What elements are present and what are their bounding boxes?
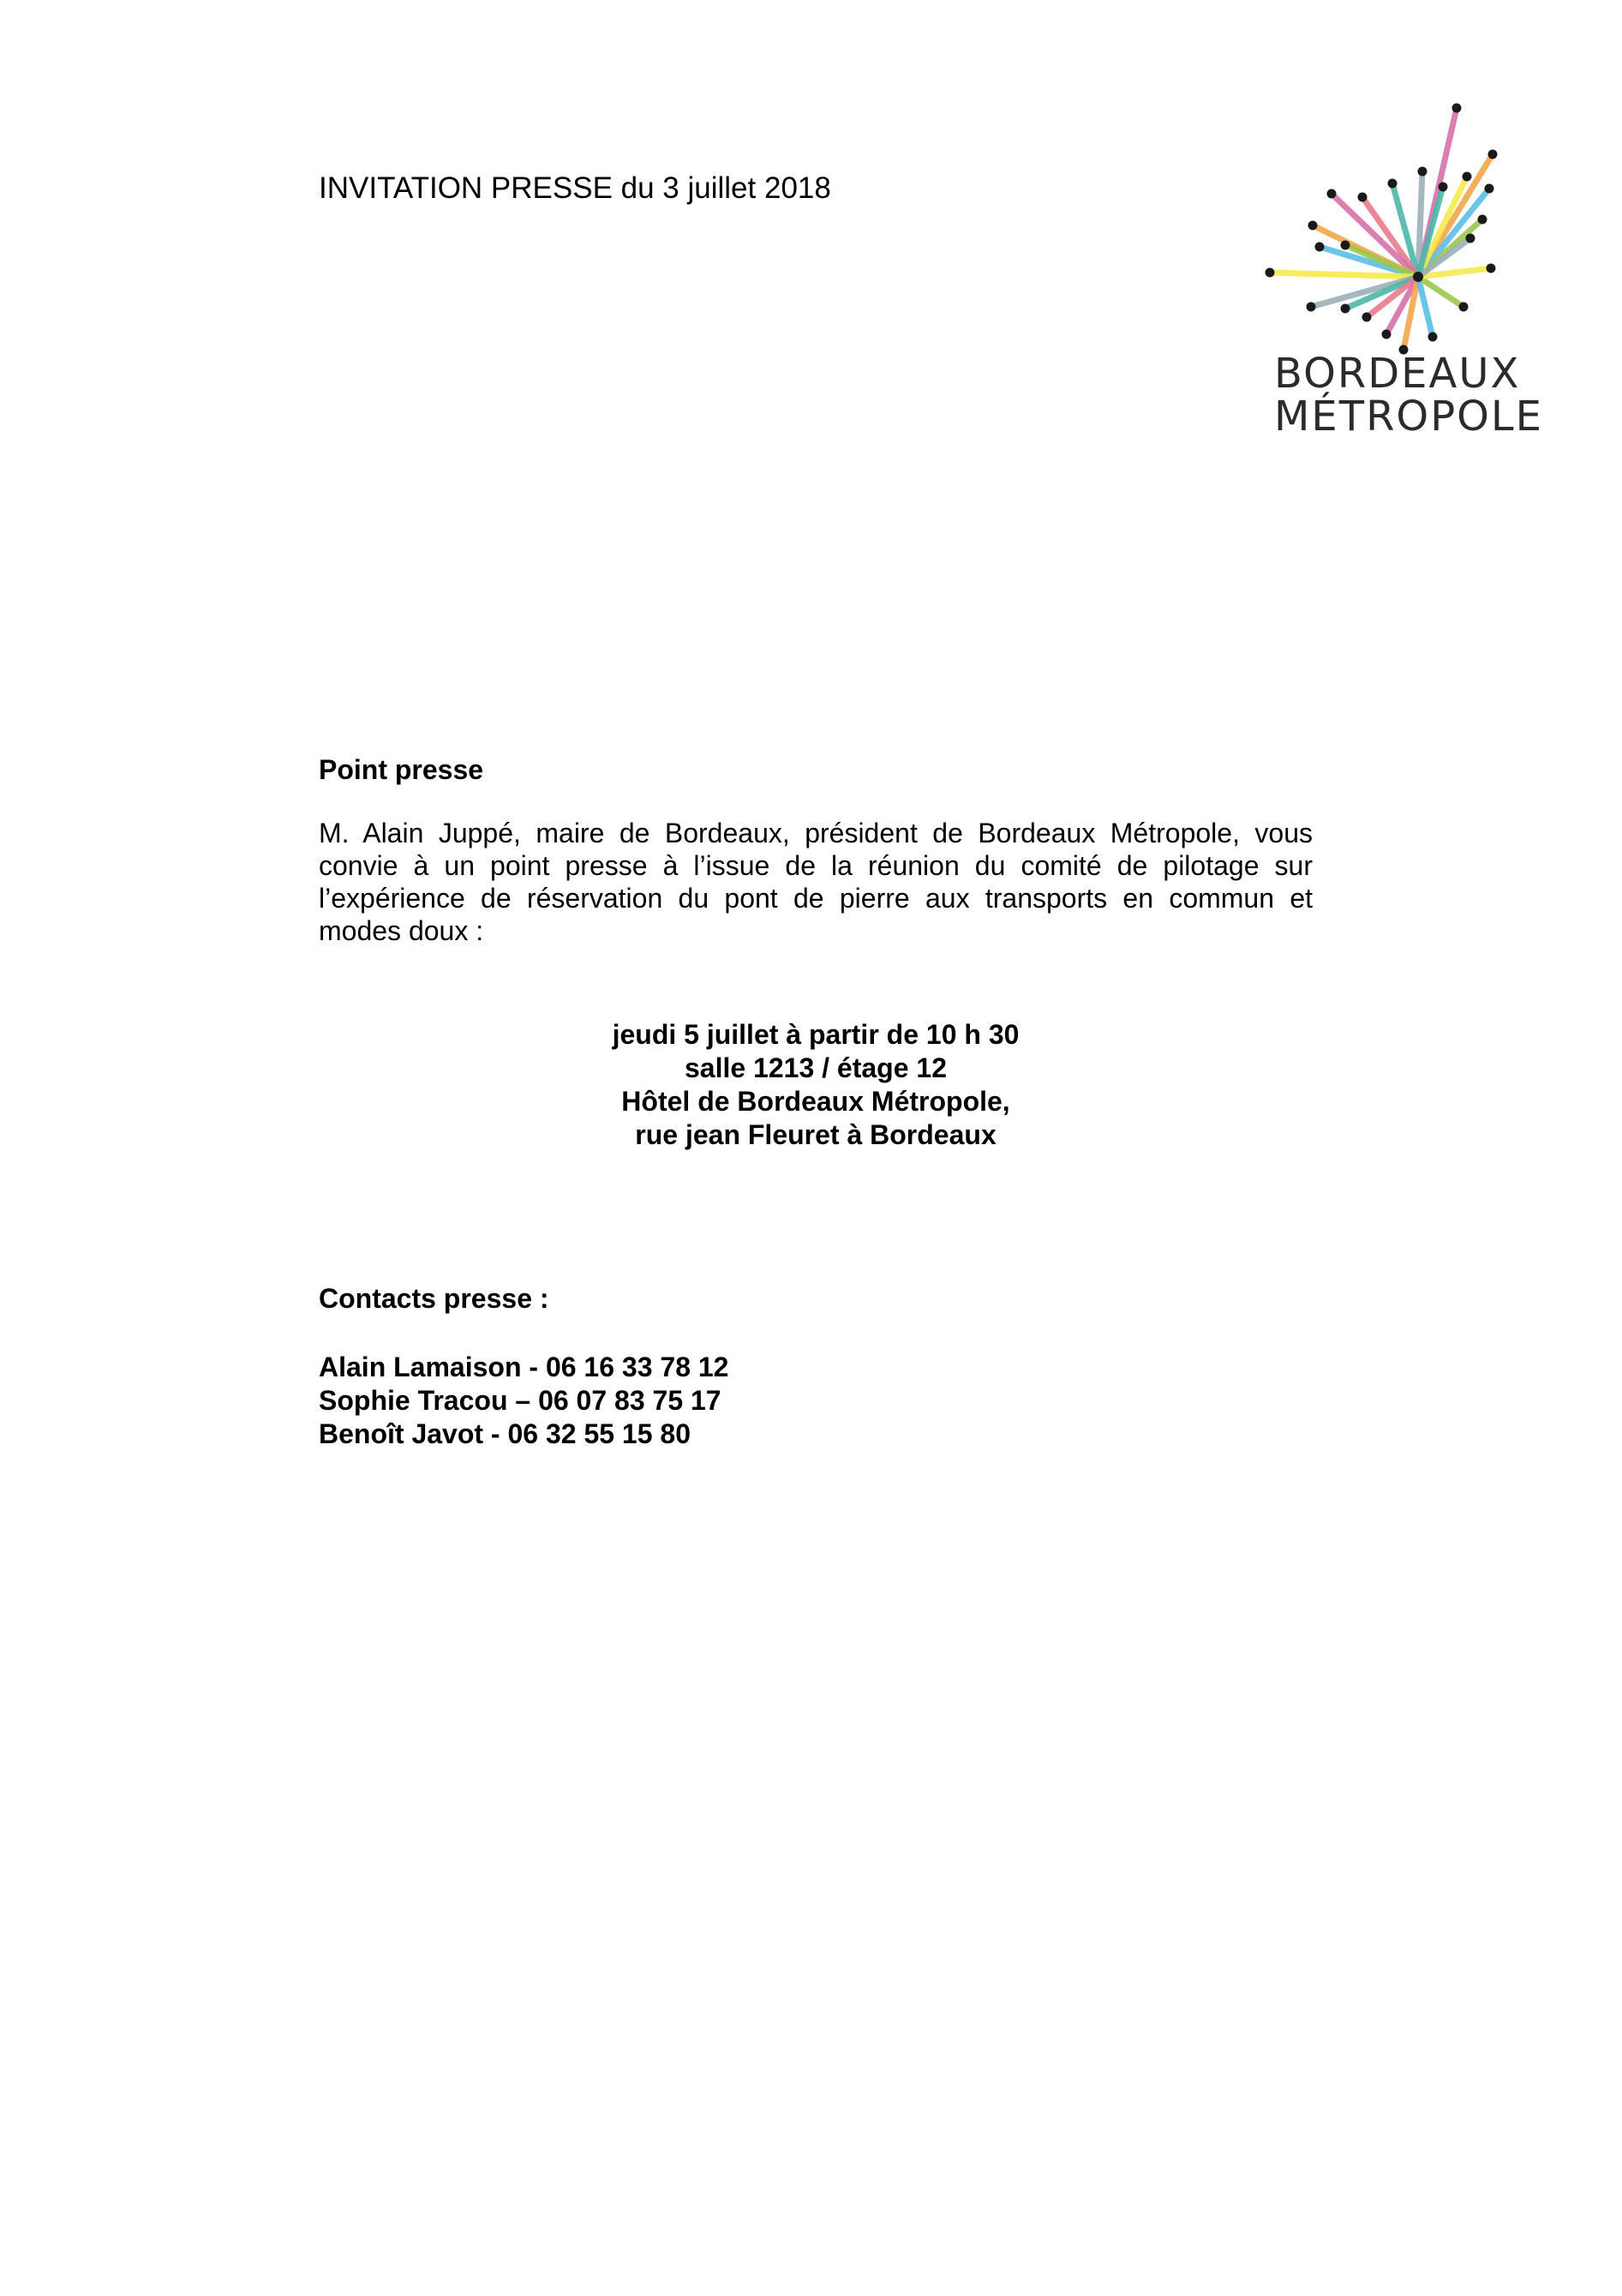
logo-dot (1315, 243, 1325, 252)
paragraph-line: M. Alain Juppé, maire de Bordeaux, président de Bordeaux Métropole, vous (319, 818, 1313, 848)
document-title: INVITATION PRESSE du 3 juillet 2018 (319, 171, 831, 205)
logo-dot (1358, 193, 1368, 202)
event-room: salle 1213 / étage 12 (685, 1052, 947, 1083)
event-details (319, 1018, 1313, 1152)
logo-dot (1341, 241, 1350, 250)
logo-dot (1382, 330, 1392, 339)
event-venue: Hôtel de Bordeaux Métropole, (621, 1086, 1010, 1117)
logo-dot (1418, 167, 1427, 177)
logo-dot (1485, 184, 1494, 194)
event-address: rue jean Fleuret à Bordeaux (635, 1119, 997, 1150)
paragraph-line: l’expérience de réservation du pont de pierre aux transports en commun et (319, 883, 1313, 914)
contacts-list (319, 1351, 728, 1451)
logo-wordmark-line1: BORDEAUX (1274, 350, 1521, 398)
logo-ray (1270, 273, 1418, 277)
contact-item: Benoît Javot - 06 32 55 15 80 (319, 1418, 691, 1449)
logo-dot (1388, 179, 1398, 189)
paragraph-line: modes doux : (319, 915, 484, 946)
logo-dot (1459, 303, 1469, 312)
event-date: jeudi 5 juillet à partir de 10 h 30 (612, 1019, 1020, 1050)
section-title-point-presse: Point presse (319, 754, 484, 785)
logo-dot (1439, 183, 1448, 192)
logo-dot (1478, 215, 1487, 225)
logo-dot (1488, 150, 1498, 159)
logo-dot (1487, 264, 1496, 273)
paragraph-line: convie à un point presse à l’issue de la réunion du comité de pilotage sur (319, 850, 1313, 881)
logo-dot (1266, 268, 1275, 278)
logo-dot (1308, 221, 1318, 231)
logo-dot (1463, 172, 1472, 182)
logo-dot (1428, 333, 1438, 342)
logo-dot (1327, 189, 1337, 199)
invitation-paragraph (319, 817, 1313, 947)
contacts-title: Contacts presse : (319, 1283, 549, 1314)
logo-dot (1341, 304, 1350, 314)
logo-wordmark-line2: MÉTROPOLE (1274, 393, 1543, 441)
contact-item: Alain Lamaison - 06 16 33 78 12 (319, 1352, 729, 1382)
logo-dot (1362, 313, 1372, 322)
logo-dot (1466, 234, 1475, 243)
logo-hub-dot (1413, 272, 1423, 282)
logo-dot (1452, 104, 1462, 113)
contact-item: Sophie Tracou – 06 07 83 75 17 (319, 1385, 721, 1416)
logo-dot (1307, 303, 1316, 312)
